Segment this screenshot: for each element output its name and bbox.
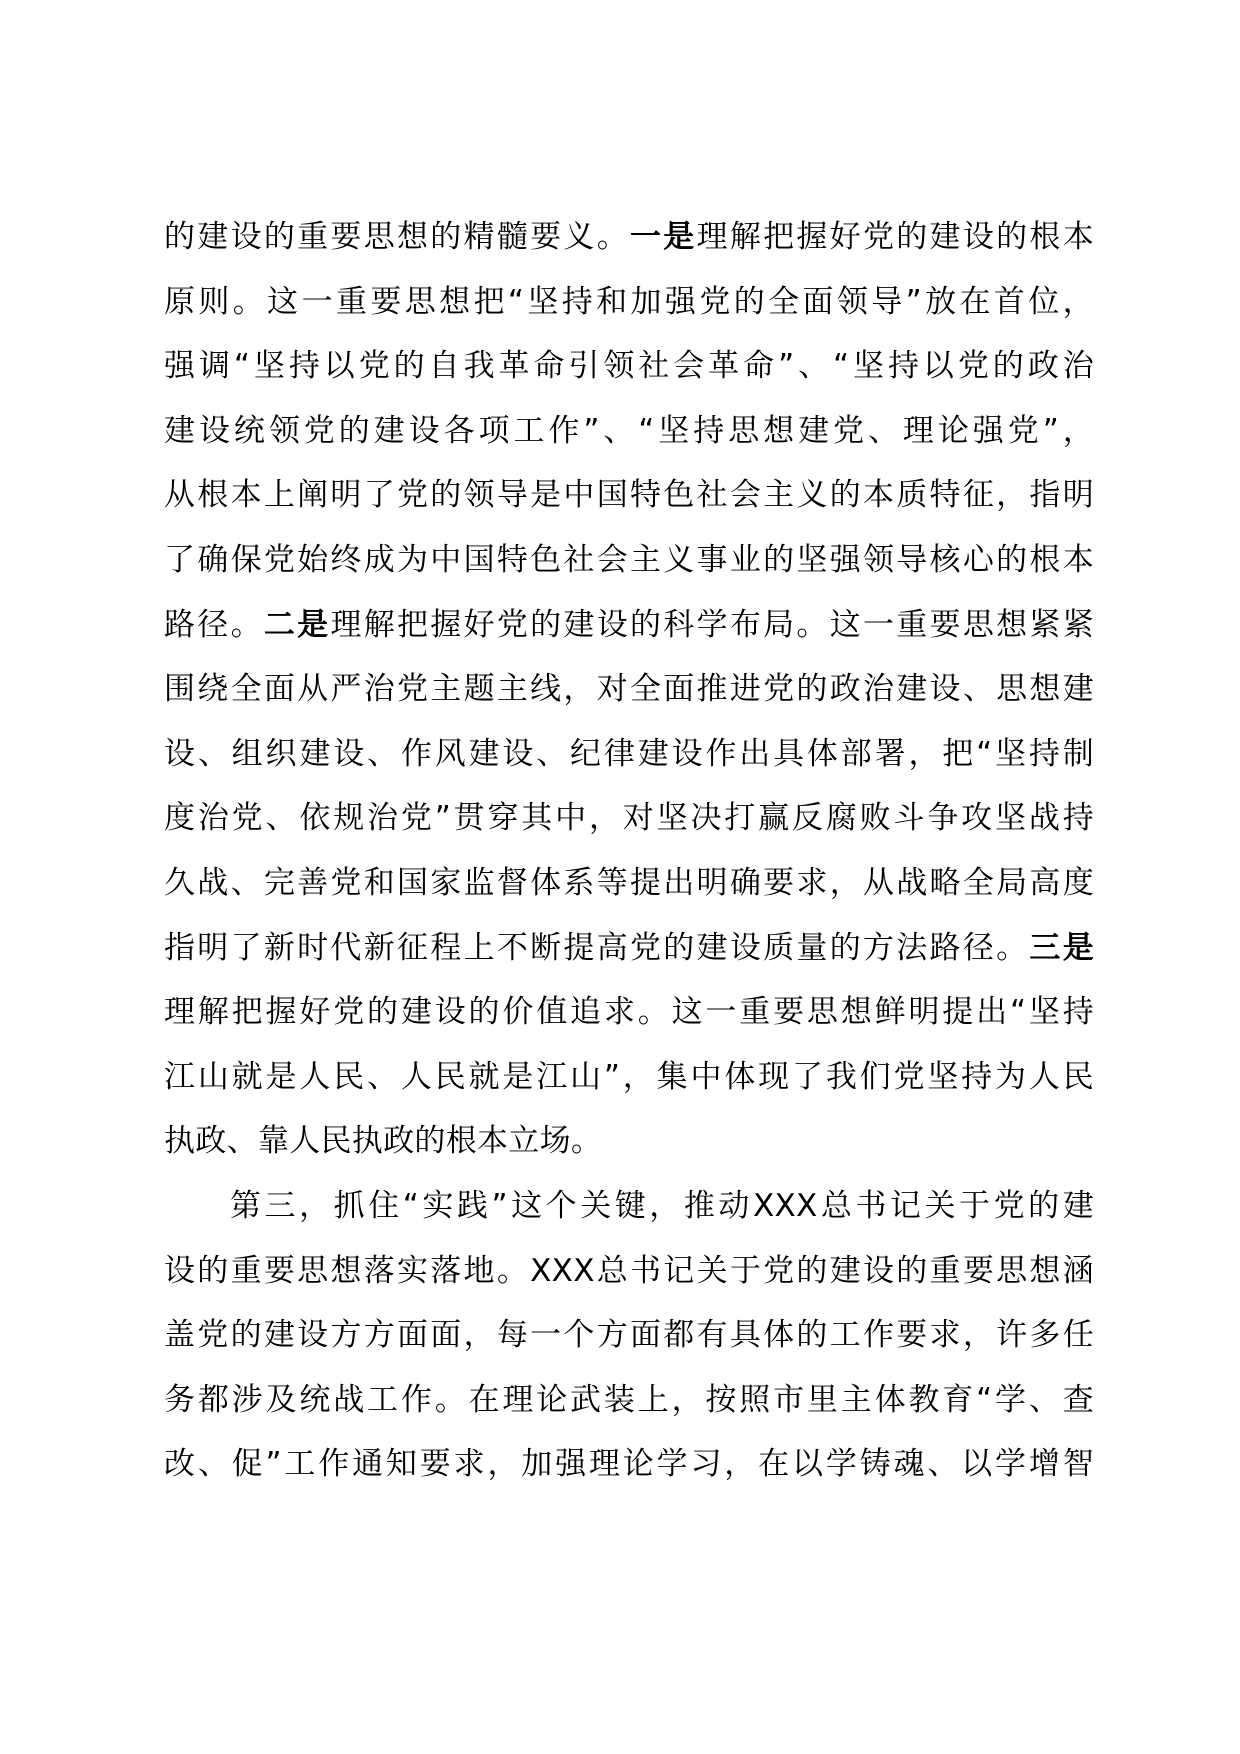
text-segment: 了确保党始终成为中国特色社会主义事业的坚强领导核心的根本: [164, 541, 1094, 578]
text-segment: 久战、完善党和国家监督体系等提出明确要求，从战略全局高度: [164, 864, 1094, 901]
text-segment: 指明了新时代新征程上不断提高党的建设质量的方法路径。: [164, 929, 1030, 966]
text-line: [164, 786, 1094, 851]
text-line: [164, 916, 1094, 981]
text-segment: 第三，抓住“实践”这个关键，推动XXX总书记关于党的建: [230, 1187, 1094, 1224]
text-segment: 理解把握好党的建设的根本: [696, 219, 1094, 255]
text-line: [164, 270, 1094, 335]
text-line: [164, 1045, 1094, 1110]
text-line: [164, 980, 1094, 1045]
text-segment: 度治党、依规治党”贯穿其中，对坚决打赢反腐败斗争攻坚战持: [164, 800, 1094, 837]
text-segment: 理解把握好党的建设的价值追求。这一重要思想鲜明提出“坚持: [164, 994, 1094, 1031]
text-segment: 原则。这一重要思想把“坚持和加强党的全面领导”放在首位，: [164, 283, 1094, 320]
text-segment: 强调“坚持以党的自我革命引领社会革命”、“坚持以党的政治: [164, 348, 1094, 385]
text-line: [164, 334, 1094, 399]
text-segment: 理解把握好党的建设的科学布局。这一重要思想紧紧: [330, 606, 1094, 643]
text-line: [164, 463, 1094, 528]
text-segment: 的建设的重要思想的精髓要义。: [164, 219, 630, 255]
text-segment: 江山就是人民、人民就是江山”，集中体现了我们党坚持为人民: [164, 1058, 1094, 1095]
text-segment: 盖党的建设方方面面，每一个方面都有具体的工作要求，许多任: [164, 1317, 1094, 1354]
text-line: [164, 1432, 1094, 1497]
text-line: [164, 722, 1094, 787]
paragraph-first-line: [164, 1174, 1094, 1239]
text-line: [164, 528, 1094, 593]
text-line: [164, 399, 1094, 464]
text-line: [164, 1239, 1094, 1304]
text-segment: 执政、靠人民执政的根本立场。: [164, 1123, 603, 1160]
text-line: [164, 593, 1094, 658]
text-line: [164, 1303, 1094, 1368]
bold-ordinal-marker: 三是: [1029, 929, 1094, 966]
text-segment: 建设统领党的建设各项工作”、“坚持思想建党、理论强党”，: [164, 412, 1094, 449]
text-line: [164, 1109, 1094, 1174]
body-text: [164, 205, 1094, 1497]
text-segment: 设的重要思想落实落地。XXX总书记关于党的建设的重要思想涵: [164, 1252, 1094, 1289]
text-segment: 设、组织建设、作风建设、纪律建设作出具体部署，把“坚持制: [164, 735, 1094, 772]
text-segment: 从根本上阐明了党的领导是中国特色社会主义的本质特征，指明: [164, 477, 1094, 514]
text-line: [164, 657, 1094, 722]
text-line: [164, 205, 1094, 270]
text-line: [164, 1368, 1094, 1433]
text-segment: 务都涉及统战工作。在理论武装上，按照市里主体教育“学、查: [164, 1381, 1094, 1418]
text-segment: 改、促”工作通知要求，加强理论学习，在以学铸魂、以学增智: [164, 1446, 1094, 1483]
text-segment: 围绕全面从严治党主题主线，对全面推进党的政治建设、思想建: [164, 671, 1094, 708]
text-line: [164, 851, 1094, 916]
text-segment: 路径。: [164, 606, 264, 643]
bold-ordinal-marker: 一是: [629, 219, 697, 255]
bold-ordinal-marker: 二是: [263, 606, 331, 643]
